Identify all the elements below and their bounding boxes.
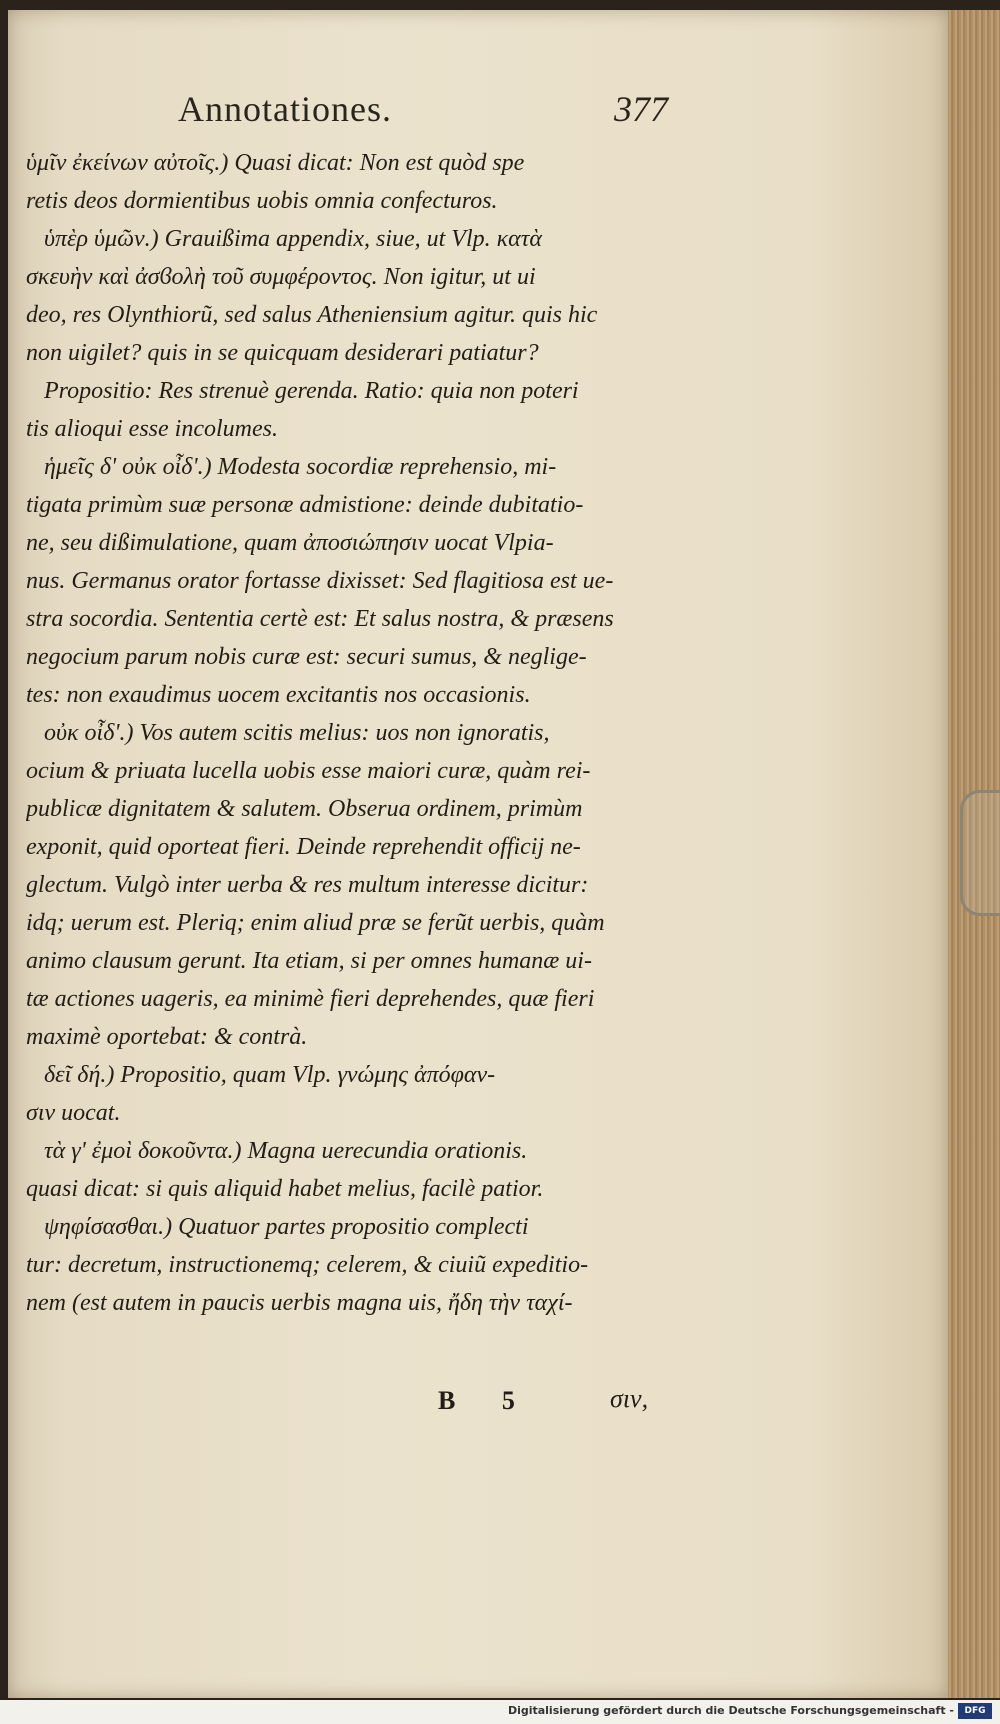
text-line: tis alioqui esse incolumes.	[26, 416, 278, 442]
text-line: glectum. Vulgò inter uerba & res multum interesse dicitur:	[26, 872, 589, 898]
text-line: idq; uerum est. Pleriq; enim aliud præ se ferũt uerbis, quàm	[26, 910, 605, 936]
dfg-logo-icon: DFG	[958, 1703, 992, 1719]
page-number: 377	[614, 89, 668, 129]
text-line: σκευὴν καὶ ἀσϐολὴ τοῦ συμφέροντος. Non igitur, ut ui	[26, 264, 536, 290]
running-head: Annotationes.	[178, 89, 392, 129]
text-line: Propositio: Res strenuè gerenda. Ratio: quia non poteri	[44, 378, 579, 404]
text-line: negocium parum nobis curæ est: securi sumus, & neglige-	[26, 644, 587, 670]
text-line: tigata primùm suæ personæ admistione: deinde dubitatio-	[26, 492, 584, 518]
text-line: non uigilet? quis in se quicquam desiderari patiatur?	[26, 340, 539, 366]
footer-credit: Digitalisierung gefördert durch die Deutsche Forschungsgemeinschaft -	[507, 1704, 954, 1717]
text-line: animo clausum gerunt. Ita etiam, si per omnes humanæ ui-	[26, 948, 592, 974]
text-line: nem (est autem in paucis uerbis magna uis, ἤδη τὴν ταχί-	[26, 1290, 573, 1316]
body-text	[26, 144, 676, 1322]
text-line: ψηφίσασθαι.) Quatuor partes propositio complecti	[44, 1214, 529, 1240]
text-line: retis deos dormientibus uobis omnia confecturos.	[26, 188, 498, 214]
text-line: ocium & priuata lucella uobis esse maiori curæ, quàm rei-	[26, 758, 591, 784]
text-line: exponit, quid oporteat fieri. Deinde reprehendit officij ne-	[26, 834, 581, 860]
text-line: deo, res Olynthiorũ, sed salus Atheniensium agitur. quis hic	[26, 302, 598, 328]
text-line: stra socordia. Sententia certè est: Et salus nostra, & præsens	[26, 606, 614, 632]
text-line: ἡμεῖς δ' οὐκ οἶδ'.) Modesta socordiæ reprehensio, mi-	[44, 454, 557, 480]
text-line: σιν uocat.	[26, 1100, 121, 1126]
text-line: nus. Germanus orator fortasse dixisset: Sed flagitiosa est ue-	[26, 568, 614, 594]
signature-mark: B 5	[438, 1386, 535, 1415]
text-line: ὑμῖν ἐκείνων αὐτοῖς.) Quasi dicat: Non est quòd spe	[26, 150, 525, 176]
text-line: maximè oportebat: & contrà.	[26, 1024, 308, 1050]
text-line: publicæ dignitatem & salutem. Obserua ordinem, primùm	[26, 796, 583, 822]
text-line: ne, seu dißimulatione, quam ἀποσιώπησιν uocat Vlpia-	[26, 530, 554, 556]
footer-bar	[0, 1700, 1000, 1724]
text-line: tur: decretum, instructionemq; celerem, & ciuiũ expeditio-	[26, 1252, 589, 1278]
page-header	[178, 88, 668, 138]
text-line: τὰ γ' ἐμοὶ δοκοῦντα.) Magna uerecundia orationis.	[44, 1138, 528, 1164]
text-line: tæ actiones uageris, ea minimè fieri deprehendes, quæ fieri	[26, 986, 595, 1012]
book-clasp	[960, 790, 1000, 916]
text-line: tes: non exaudimus uocem excitantis nos occasionis.	[26, 682, 531, 708]
catchword: σιν,	[610, 1384, 649, 1413]
book-page	[8, 10, 948, 1698]
text-line: ὑπὲρ ὑμῶν.) Grauißima appendix, siue, ut Vlp. κατὰ	[44, 226, 542, 252]
text-line: δεῖ δή.) Propositio, quam Vlp. γνώμης ἀπόφαν-	[44, 1062, 496, 1088]
text-line: οὐκ οἶδ'.) Vos autem scitis melius: uos non ignoratis,	[44, 720, 550, 746]
text-line: quasi dicat: si quis aliquid habet melius, facilè patior.	[26, 1176, 544, 1202]
